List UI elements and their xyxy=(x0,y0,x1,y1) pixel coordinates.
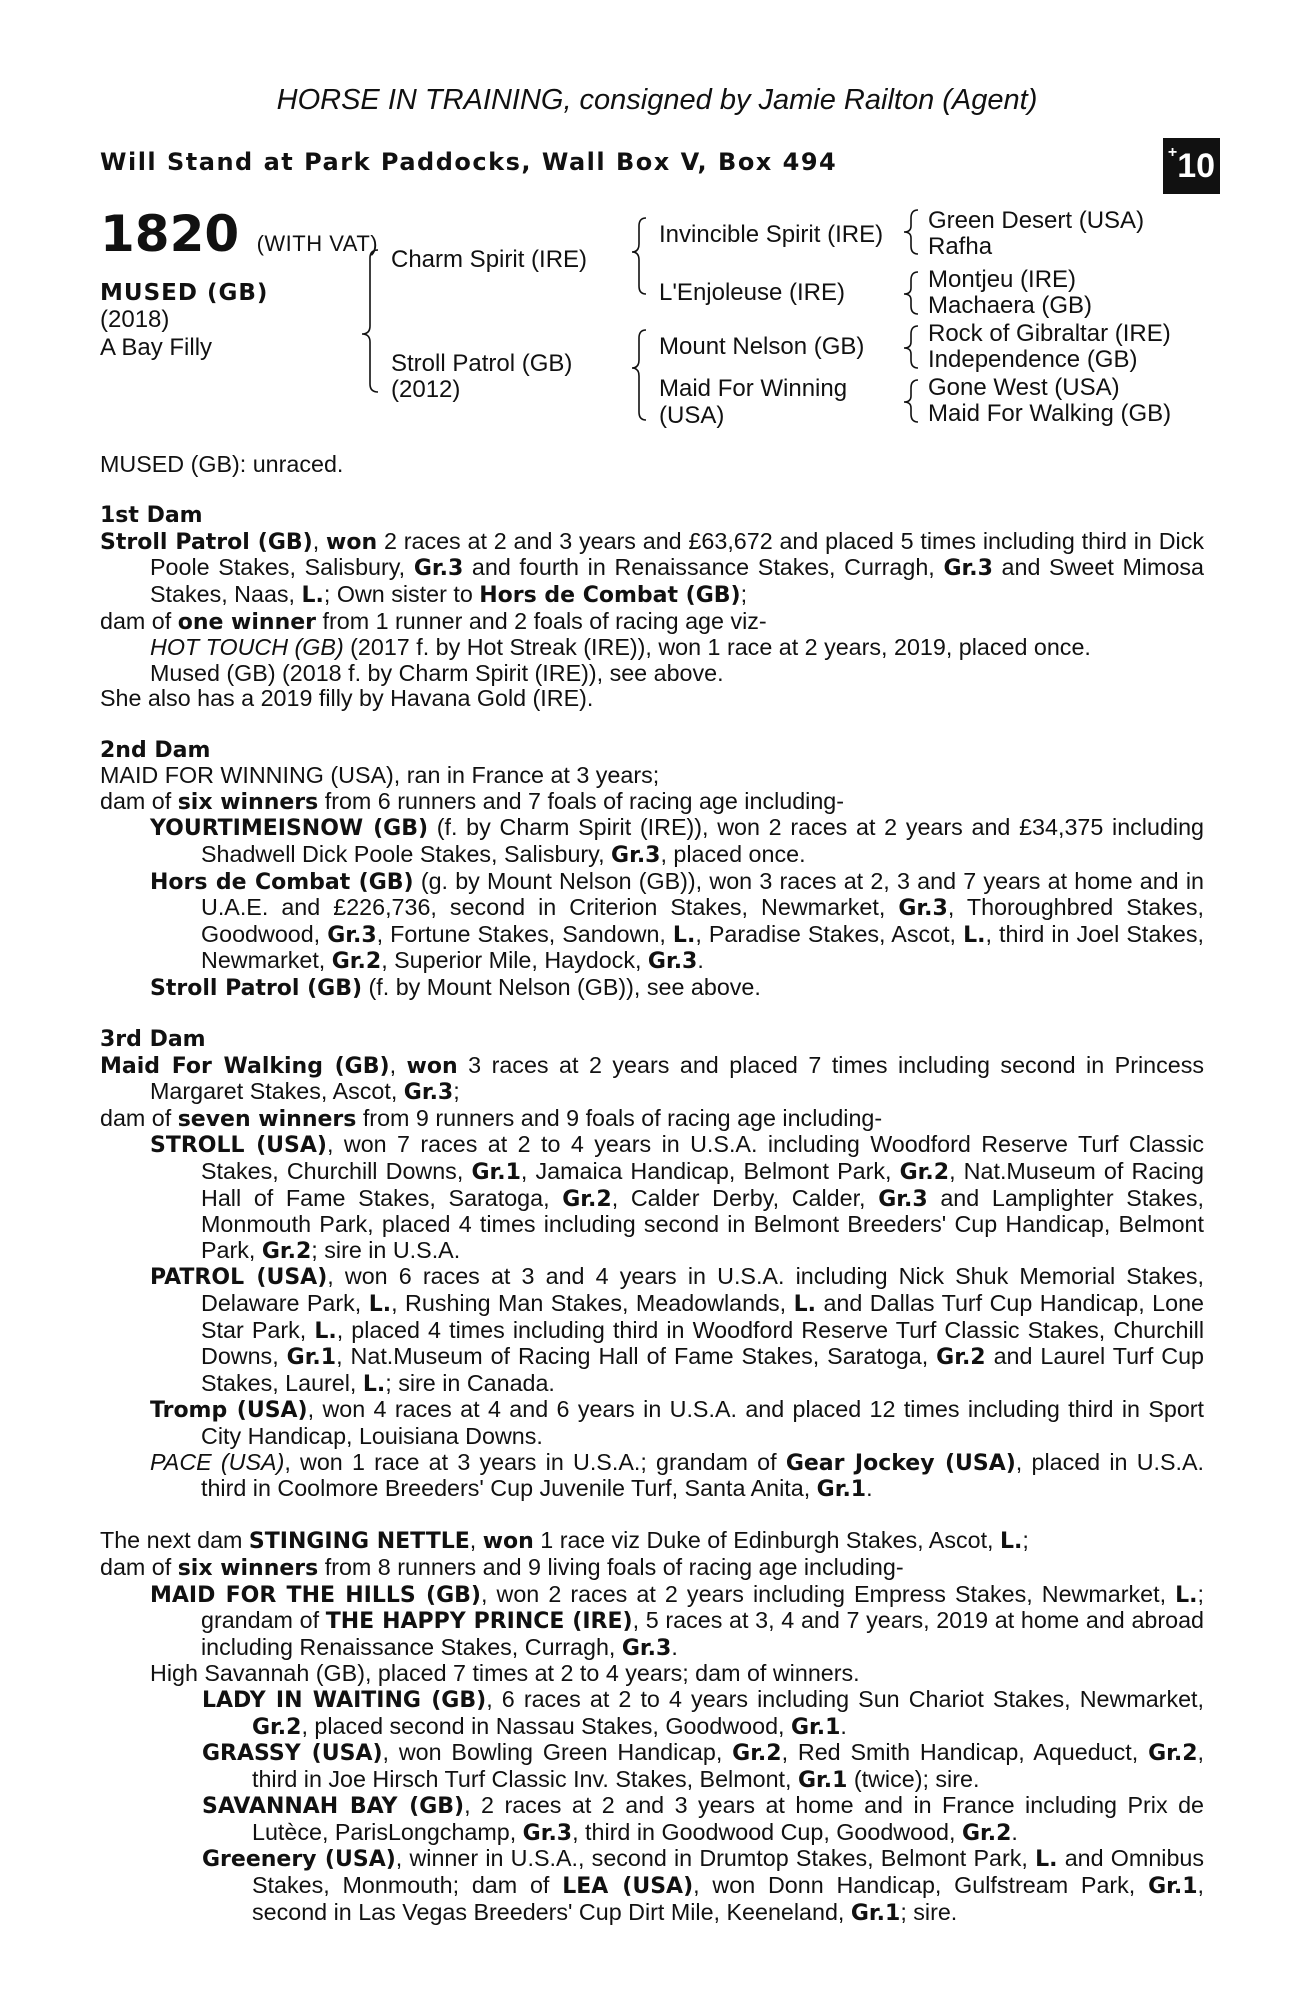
horse-name: MUSED (GB) xyxy=(100,280,269,306)
grade: Gr.3 xyxy=(403,1080,454,1106)
grade: Gr.2 xyxy=(1148,1741,1198,1767)
produce-hot-touch xyxy=(100,635,1204,661)
produce-stroll-patrol xyxy=(100,975,1204,1002)
grade: Gr.2 xyxy=(961,1820,1012,1846)
text: The next dam xyxy=(100,1527,249,1554)
dam-sire-sire: Rock of Gibraltar (IRE) xyxy=(928,320,1171,347)
produce-mused: Mused (GB) (2018 f. by Charm Spirit (IRE)), see above. xyxy=(150,659,724,686)
text: , Paradise Stakes, Ascot, xyxy=(695,920,964,947)
horse-name-bold: STROLL (USA) xyxy=(150,1133,327,1159)
text: from 8 runners and 9 living foals of racing age including- xyxy=(318,1553,904,1580)
second-dam-produce xyxy=(100,789,1204,816)
dam-dam-country: (USA) xyxy=(659,402,725,429)
text: , 2 races at 2 and 3 years at home and in France including Prix de Lutèce, ParisLongchamp, xyxy=(252,1792,1204,1845)
text: ; xyxy=(740,580,748,607)
text: 2 races at 2 and 3 years and £63,672 and placed 5 times including third in Dick Poole Stakes, Salisbury, xyxy=(150,527,1205,581)
catalogue-header: HORSE IN TRAINING, consigned by Jamie Railton (Agent) xyxy=(276,84,1038,116)
foaling-year: (2018) xyxy=(100,306,170,333)
third-dam-record xyxy=(100,1053,1204,1106)
text: , placed second in Nassau Stakes, Goodwood, xyxy=(301,1712,791,1739)
dam-year: (2012) xyxy=(391,376,461,403)
text: . xyxy=(671,1633,678,1660)
produce-pace xyxy=(100,1450,1204,1503)
second-dam-record: MAID FOR WINNING (USA), ran in France at 3 years; xyxy=(100,762,660,789)
text: , third in Joe Hirsch Turf Classic Inv. Stakes, Belmont, xyxy=(252,1739,1204,1792)
text: from 6 runners and 7 foals of racing age including- xyxy=(318,787,845,814)
text: (f. by Mount Nelson (GB)), see above. xyxy=(362,973,761,1000)
first-dam-record xyxy=(100,529,1204,609)
text: ; Own sister to xyxy=(323,580,480,607)
text: , won 2 races at 2 years including Empress Stakes, Newmarket, xyxy=(480,1580,1176,1607)
first-dam-produce xyxy=(100,609,1204,636)
horse-name-bold: THE HAPPY PRINCE (IRE) xyxy=(325,1609,633,1635)
badge-mark: + xyxy=(1167,144,1178,161)
grade: Gr.2 xyxy=(252,1714,302,1740)
listed: L. xyxy=(368,1292,392,1317)
text: , won 6 races at 3 and 4 years in U.S.A. including Nick Shuk Memorial Stakes, Delaware Park, xyxy=(201,1263,1204,1316)
produce-stroll xyxy=(100,1132,1204,1264)
horse-name-bold: Tromp (USA) xyxy=(150,1398,308,1424)
grade: Gr.2 xyxy=(732,1741,782,1767)
produce-2019-filly: She also has a 2019 filly by Havana Gold (IRE). xyxy=(100,685,594,712)
produce-grassy xyxy=(100,1740,1204,1793)
second-dam-heading: 2nd Dam xyxy=(100,737,211,763)
grade: Gr.3 xyxy=(943,556,993,582)
won-label: won xyxy=(482,1529,534,1555)
text: and Sweet Mimosa Stakes, Naas, xyxy=(150,554,1205,607)
vat-note: (WITH VAT) xyxy=(256,231,379,256)
text: , Red Smith Handicap, Aqueduct, xyxy=(781,1739,1149,1766)
produce-greenery xyxy=(100,1846,1204,1926)
text: ; grandam of xyxy=(201,1580,1204,1634)
first-dam-heading: 1st Dam xyxy=(100,503,203,529)
sire-sire-dam: Rafha xyxy=(928,233,993,260)
listed: L. xyxy=(314,1318,337,1344)
grade: Gr.3 xyxy=(413,556,464,582)
horse-name-italic: PACE (USA) xyxy=(150,1448,285,1475)
grade: Gr.3 xyxy=(647,949,698,975)
text: from 9 runners and 9 foals of racing age including- xyxy=(356,1104,883,1131)
text: ; sire. xyxy=(900,1898,958,1925)
sire-sire: Invincible Spirit (IRE) xyxy=(659,221,884,248)
text: (twice); sire. xyxy=(847,1765,980,1792)
grade: Gr.1 xyxy=(850,1900,901,1926)
text: , third in Joel Stakes, Newmarket, xyxy=(201,920,1205,974)
third-dam-produce xyxy=(100,1106,1204,1133)
text: and Lamplighter Stakes, Monmouth Park, placed 4 times including second in Belmont Breeders' Cup Handicap, Belmont Park, xyxy=(201,1184,1204,1263)
listed: L. xyxy=(1175,1582,1198,1608)
text: , second in Las Vegas Breeders' Cup Dirt Mile, Keeneland, xyxy=(252,1872,1205,1925)
produce-yourtimeisnow xyxy=(100,815,1204,868)
produce-maid-for-the-hills xyxy=(100,1582,1204,1662)
sire-dam-dam: Machaera (GB) xyxy=(928,292,1093,319)
unraced-note: MUSED (GB): unraced. xyxy=(100,451,344,477)
grade: Gr.2 xyxy=(899,1160,950,1186)
text: , placed 4 times including third in Woodford Reserve Turf Classic Stakes, Churchill Downs, xyxy=(201,1316,1205,1370)
listed: L. xyxy=(963,922,986,948)
horse-name-bold: PATROL (USA) xyxy=(150,1265,328,1291)
stable-location: Will Stand at Park Paddocks, Wall Box V, Box 494 xyxy=(100,148,838,176)
text: , Nat.Museum of Racing Hall of Fame Stakes, Saratoga, xyxy=(201,1158,1204,1211)
text: , 5 races at 3, 4 and 7 years, 2019 at home and abroad including Renaissance Stakes, Curragh, xyxy=(201,1607,1204,1660)
horse-name-bold: Stroll Patrol (GB) xyxy=(150,975,363,1001)
text: , xyxy=(312,527,327,554)
text: ; xyxy=(1022,1527,1029,1554)
text: 3 races at 2 years and placed 7 times including second in Princess Margaret Stakes, Ascot, xyxy=(150,1051,1204,1105)
grade: Gr.3 xyxy=(621,1635,672,1661)
horse-name-italic: HOT TOUCH (GB) xyxy=(150,634,344,661)
grade: Gr.3 xyxy=(611,842,661,868)
text: (g. by Mount Nelson (GB)), won 3 races at 2, 3 and 7 years at home and in U.A.E. and £226,736, second in Criterion Stakes, Newmarket, xyxy=(201,867,1204,921)
dam-sire-dam: Independence (GB) xyxy=(928,346,1138,373)
text: , third in Goodwood Cup, Goodwood, xyxy=(572,1818,962,1845)
grade: Gr.3 xyxy=(898,896,948,922)
text: , won 1 race at 3 years in U.S.A.; grandam of xyxy=(284,1448,786,1475)
text: , xyxy=(389,1051,407,1078)
text: dam of xyxy=(100,607,178,634)
grade: Gr.2 xyxy=(562,1186,612,1212)
grade: Gr.2 xyxy=(936,1345,986,1371)
dam-name: Maid For Walking (GB) xyxy=(100,1053,390,1079)
won-label: won xyxy=(326,529,378,555)
text: , won 7 races at 2 to 4 years in U.S.A. including Woodford Reserve Turf Classic Stakes, Churchill Downs, xyxy=(201,1131,1204,1185)
lot-number-value: 1820 xyxy=(100,205,240,263)
text: , xyxy=(469,1527,483,1554)
text: , won Bowling Green Handicap, xyxy=(382,1739,733,1766)
sire: Charm Spirit (IRE) xyxy=(391,246,588,273)
text: , winner in U.S.A., second in Drumtop Stakes, Belmont Park, xyxy=(395,1845,1036,1872)
grade: Gr.3 xyxy=(522,1820,573,1846)
produce-tromp xyxy=(100,1397,1204,1449)
text: , Fortune Stakes, Sandown, xyxy=(376,920,673,947)
listed: L. xyxy=(1035,1847,1058,1873)
listed: L. xyxy=(672,922,696,948)
text: , Rushing Man Stakes, Meadowlands, xyxy=(391,1290,794,1316)
text: , Thoroughbred Stakes, Goodwood, xyxy=(201,894,1204,947)
text: . xyxy=(697,947,704,974)
horse-name-bold: Hors de Combat (GB) xyxy=(479,582,741,608)
winners-count: six winners xyxy=(177,1555,319,1581)
sire-dam-sire: Montjeu (IRE) xyxy=(928,266,1077,293)
text: from 1 runner and 2 foals of racing age viz- xyxy=(316,607,767,634)
text: , won Donn Handicap, Gulfstream Park, xyxy=(693,1872,1149,1899)
third-dam-heading: 3rd Dam xyxy=(100,1027,206,1053)
horse-name-bold: YOURTIMEISNOW (GB) xyxy=(150,816,429,842)
dam-dam-dam: Maid For Walking (GB) xyxy=(928,400,1172,427)
grade: Gr.2 xyxy=(331,949,382,975)
text: , Calder Derby, Calder, xyxy=(611,1184,879,1211)
text: (f. by Charm Spirit (IRE)), won 2 races at 2 years and £34,375 including Shadwell Dick Poole Stakes, Salisbury, xyxy=(201,814,1204,867)
winners-count: six winners xyxy=(177,789,319,815)
text: ; sire in Canada. xyxy=(385,1369,555,1396)
grade: Gr.2 xyxy=(261,1238,312,1264)
horse-name-bold: LADY IN WAITING (GB) xyxy=(202,1687,487,1713)
text: dam of xyxy=(100,787,178,814)
produce-savannah-bay xyxy=(100,1793,1204,1846)
produce-hors-de-combat xyxy=(100,869,1204,975)
winners-count: seven winners xyxy=(177,1106,357,1132)
grade: Gr.1 xyxy=(1148,1874,1198,1900)
text: , won 4 races at 4 and 6 years in U.S.A. and placed 12 times including third in Sport City Handicap, Louisiana Downs. xyxy=(201,1396,1205,1449)
grade: Gr.1 xyxy=(816,1477,867,1503)
text: ; sire in U.S.A. xyxy=(311,1236,461,1263)
badge-number: 10 xyxy=(1177,147,1216,185)
horse-name-bold: Hors de Combat (GB) xyxy=(150,869,414,895)
dam: Stroll Patrol (GB) xyxy=(391,350,573,377)
dam-name: Stroll Patrol (GB) xyxy=(100,529,313,555)
winners-count: one winner xyxy=(177,609,317,635)
text: , 6 races at 2 to 4 years including Sun Chariot Stakes, Newmarket, xyxy=(486,1685,1204,1712)
text: , placed once. xyxy=(660,840,806,867)
dam-name: STINGING NETTLE xyxy=(248,1529,470,1555)
dam-dam: Maid For Winning xyxy=(659,375,848,402)
produce-high-savannah: High Savannah (GB), placed 7 times at 2 to 4 years; dam of winners. xyxy=(150,1660,860,1687)
next-dam-record xyxy=(100,1528,1204,1555)
listed: L. xyxy=(362,1371,386,1397)
text: . xyxy=(866,1475,873,1502)
grade: Gr.1 xyxy=(471,1160,521,1186)
listed: L. xyxy=(793,1292,817,1317)
text: . xyxy=(1011,1818,1018,1845)
listed: L. xyxy=(301,582,324,608)
horse-name-bold: GRASSY (USA) xyxy=(202,1741,383,1767)
horse-name-bold: Gear Jockey (USA) xyxy=(785,1450,1016,1476)
grade: Gr.1 xyxy=(790,1714,841,1740)
text: . xyxy=(840,1712,847,1739)
text: and Omnibus Stakes, Monmouth; dam of xyxy=(252,1845,1205,1899)
horse-description: A Bay Filly xyxy=(100,334,213,361)
grade: Gr.1 xyxy=(797,1767,848,1793)
horse-name-bold: Greenery (USA) xyxy=(202,1847,396,1873)
horse-name-bold: LEA (USA) xyxy=(562,1874,694,1900)
horse-name-bold: SAVANNAH BAY (GB) xyxy=(202,1794,465,1820)
next-dam-produce xyxy=(100,1555,1204,1582)
text: and Dallas Turf Cup Handicap, Lone Star Park, xyxy=(201,1290,1205,1343)
produce-patrol xyxy=(100,1264,1204,1397)
text: , Superior Mile, Haydock, xyxy=(381,947,648,974)
text: and fourth in Renaissance Stakes, Curragh, xyxy=(463,554,944,581)
text: and Laurel Turf Cup Stakes, Laurel, xyxy=(201,1343,1204,1396)
text: ; xyxy=(453,1078,460,1105)
won-label: won xyxy=(406,1053,458,1079)
text: , placed in U.S.A. third in Coolmore Breeders' Cup Juvenile Turf, Santa Anita, xyxy=(201,1448,1205,1502)
text: , Jamaica Handicap, Belmont Park, xyxy=(520,1158,900,1185)
text: dam of xyxy=(100,1553,178,1580)
text: 1 race viz Duke of Edinburgh Stakes, Ascot, xyxy=(533,1527,1000,1554)
sire-dam: L'Enjoleuse (IRE) xyxy=(659,279,845,306)
grade: Gr.3 xyxy=(878,1186,928,1212)
produce-lady-in-waiting xyxy=(100,1687,1204,1740)
text: (2017 f. by Hot Streak (IRE)), won 1 race at 2 years, 2019, placed once. xyxy=(343,634,1091,661)
listed: L. xyxy=(1000,1529,1023,1555)
text: dam of xyxy=(100,1104,178,1131)
dam-sire: Mount Nelson (GB) xyxy=(659,333,865,360)
text: , Nat.Museum of Racing Hall of Fame Stakes, Saratoga, xyxy=(336,1343,937,1370)
grade: Gr.3 xyxy=(327,922,377,948)
grade: Gr.1 xyxy=(286,1345,337,1371)
catalogue-body xyxy=(100,452,1204,1926)
sire-sire-sire: Green Desert (USA) xyxy=(928,207,1145,234)
dam-dam-sire: Gone West (USA) xyxy=(928,374,1120,401)
horse-name-bold: MAID FOR THE HILLS (GB) xyxy=(150,1582,481,1608)
